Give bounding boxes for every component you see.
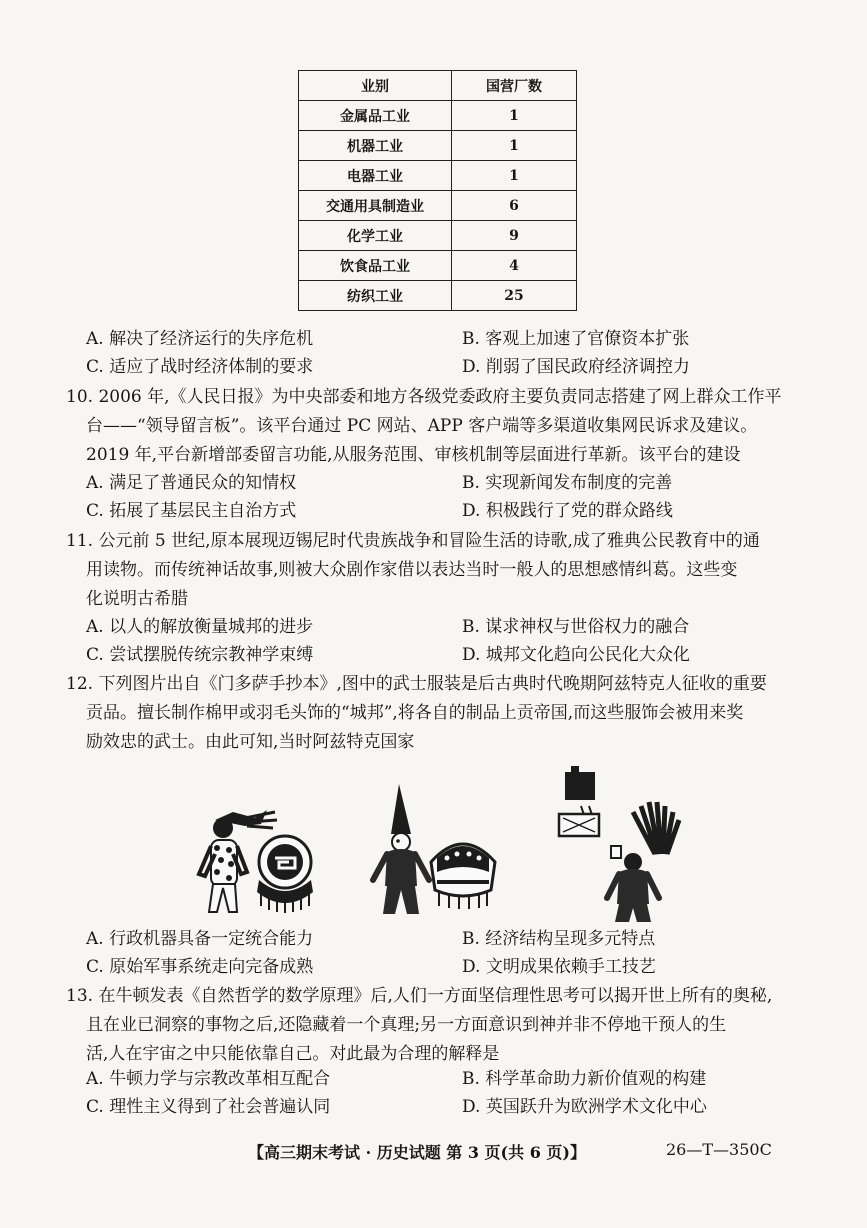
- q13-option-b: B. 科学革命助力新价值观的构建: [462, 1069, 707, 1089]
- feather-headdress-warrior-figure: [559, 766, 679, 922]
- q11-line-3: 化说明古希腊: [86, 589, 188, 609]
- table-row: [299, 101, 577, 131]
- q11-line-2: 用读物。而传统神话故事,则被大众剧作家借以表达当时一般人的思想感情纠葛。这些变: [86, 560, 738, 580]
- q12-line-2: 贡品。擅长制作棉甲或羽毛头饰的“城邦”,将各自的制品上贡帝国,而这些服饰会被用来奖: [86, 703, 744, 723]
- table-header-cell: 业别: [299, 71, 452, 101]
- table-cell: 金属品工业: [299, 101, 452, 131]
- table-row: [299, 281, 577, 311]
- q12-line-3: 励效忠的武士。由此可知,当时阿兹特克国家: [86, 732, 415, 752]
- q10-line-1: 10. 2006 年,《人民日报》为中央部委和地方各级党委政府主要负责同志搭建了网上群众工作平: [66, 387, 782, 407]
- q13-line-3: 活,人在宇宙之中只能依靠自己。对此最为合理的解释是: [86, 1044, 500, 1064]
- conical-hat-warrior-figure: [373, 784, 495, 914]
- page-footer-title: 【高三期末考试 · 历史试题 第 3 页(共 6 页)】: [248, 1143, 586, 1162]
- table-cell: 电器工业: [299, 161, 452, 191]
- aztec-warrior-images: [185, 762, 705, 922]
- table-cell: 饮食品工业: [299, 251, 452, 281]
- q9-option-b: B. 客观上加速了官僚资本扩张: [462, 329, 690, 349]
- q12-option-a: A. 行政机器具备一定统合能力: [86, 929, 314, 949]
- q12-line-1: 12. 下列图片出自《门多萨手抄本》,图中的武士服装是后古典时代晚期阿兹特克人征收的重要: [66, 674, 767, 694]
- page-footer-code: 26—T—350C: [666, 1140, 772, 1159]
- table-row: [299, 191, 577, 221]
- q12-option-b: B. 经济结构呈现多元特点: [462, 929, 656, 949]
- table-cell: 9: [452, 221, 577, 251]
- q10-option-a: A. 满足了普通民众的知情权: [86, 473, 297, 493]
- q13-line-2: 且在业已洞察的事物之后,还隐藏着一个真理;另一方面意识到神并非不停地干预人的生: [86, 1015, 727, 1035]
- table-header-cell: 国营厂数: [452, 71, 577, 101]
- table-cell: 交通用具制造业: [299, 191, 452, 221]
- q11-option-a: A. 以人的解放衡量城邦的进步: [86, 617, 314, 637]
- table-header-row: [299, 71, 577, 101]
- q10-line-2: 台——“领导留言板”。该平台通过 PC 网站、APP 客户端等多渠道收集网民诉求及建议。: [86, 416, 758, 436]
- table-cell: 4: [452, 251, 577, 281]
- q9-option-d: D. 削弱了国民政府经济调控力: [462, 357, 690, 377]
- q11-line-1: 11. 公元前 5 世纪,原本展现迈锡尼时代贵族战争和冒险生活的诗歌,成了雅典公民教育中的通: [66, 531, 760, 551]
- q13-line-1: 13. 在牛顿发表《自然哲学的数学原理》后,人们一方面坚信理性思考可以揭开世上所有的奥秘,: [66, 986, 773, 1006]
- table-cell: 25: [452, 281, 577, 311]
- q13-option-a: A. 牛顿力学与宗教改革相互配合: [86, 1069, 331, 1089]
- table-row: [299, 131, 577, 161]
- jaguar-warrior-figure: [199, 810, 313, 913]
- q11-option-c: C. 尝试摆脱传统宗教神学束缚: [86, 645, 314, 665]
- q11-option-d: D. 城邦文化趋向公民化大众化: [462, 645, 690, 665]
- table-cell: 1: [452, 101, 577, 131]
- q13-option-d: D. 英国跃升为欧洲学术文化中心: [462, 1097, 707, 1117]
- q9-option-a: A. 解决了经济运行的失序危机: [86, 329, 314, 349]
- q13-option-c: C. 理性主义得到了社会普遍认同: [86, 1097, 331, 1117]
- q10-option-c: C. 拓展了基层民主自治方式: [86, 501, 297, 521]
- table-row: [299, 221, 577, 251]
- table-cell: 1: [452, 131, 577, 161]
- table-cell: 1: [452, 161, 577, 191]
- table-cell: 机器工业: [299, 131, 452, 161]
- q12-option-c: C. 原始军事系统走向完备成熟: [86, 957, 314, 977]
- q12-option-d: D. 文明成果依赖手工技艺: [462, 957, 656, 977]
- table-cell: 6: [452, 191, 577, 221]
- q9-option-c: C. 适应了战时经济体制的要求: [86, 357, 314, 377]
- q10-option-b: B. 实现新闻发布制度的完善: [462, 473, 673, 493]
- table-row: [299, 251, 577, 281]
- table-row: [299, 161, 577, 191]
- factory-table: [298, 70, 577, 311]
- table-cell: 化学工业: [299, 221, 452, 251]
- q10-option-d: D. 积极践行了党的群众路线: [462, 501, 673, 521]
- q11-option-b: B. 谋求神权与世俗权力的融合: [462, 617, 690, 637]
- table-cell: 纺织工业: [299, 281, 452, 311]
- q10-line-3: 2019 年,平台新增部委留言功能,从服务范围、审核机制等层面进行革新。该平台的建设: [86, 445, 741, 465]
